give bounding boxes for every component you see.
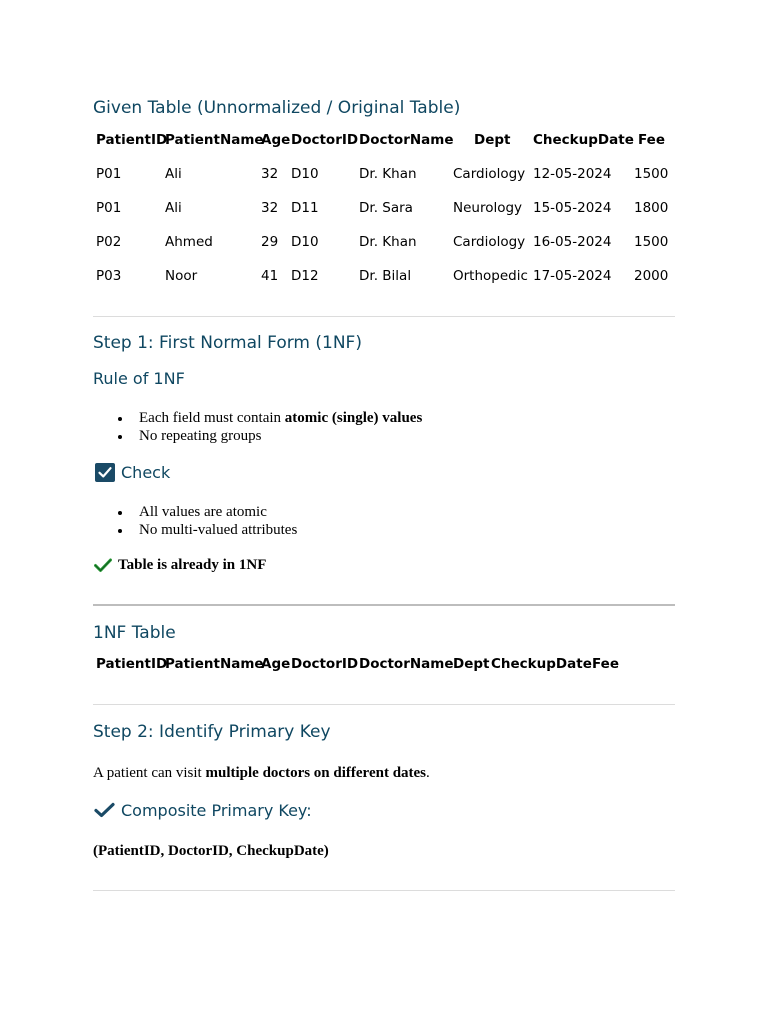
- cell-patientid: P02: [96, 234, 122, 250]
- cell-patientname: Ahmed: [165, 234, 213, 250]
- cell-patientname: Ali: [165, 200, 182, 216]
- header-doctorid: DoctorID: [291, 656, 359, 672]
- sentence-text: A patient can visit: [93, 765, 206, 781]
- nf1-table-title: 1NF Table: [93, 623, 176, 643]
- list-item: [116, 410, 422, 428]
- divider: [93, 704, 675, 705]
- header-patientid: PatientID: [96, 656, 168, 672]
- step2-sentence: [93, 765, 430, 782]
- header-age: Age: [261, 132, 291, 148]
- rule-list: [116, 410, 422, 445]
- header-dept: Dept: [474, 132, 511, 148]
- rule-text: Each field must contain: [139, 410, 285, 426]
- cell-fee: 1500: [634, 166, 669, 182]
- green-check-icon: [94, 558, 112, 573]
- cell-fee: 1500: [634, 234, 669, 250]
- conclusion-text: Table is already in 1NF: [118, 557, 267, 573]
- cell-dept: Cardiology: [453, 166, 526, 182]
- cell-doctorname: Dr. Khan: [359, 166, 417, 182]
- step1-title: Step 1: First Normal Form (1NF): [93, 333, 362, 353]
- header-age: Age: [261, 656, 291, 672]
- cell-fee: 1800: [634, 200, 669, 216]
- divider: [93, 316, 675, 317]
- check-heading: Check: [121, 463, 171, 482]
- cell-patientid: P01: [96, 166, 122, 182]
- cell-doctorname: Dr. Sara: [359, 200, 413, 216]
- list-item: All values are atomic: [116, 504, 297, 522]
- header-patientname: PatientName: [165, 132, 264, 148]
- check-list: [116, 504, 297, 539]
- composite-key-value: (PatientID, DoctorID, CheckupDate): [93, 843, 329, 859]
- cell-patientname: Ali: [165, 166, 182, 182]
- composite-key-heading: Composite Primary Key:: [121, 801, 312, 820]
- cell-fee: 2000: [634, 268, 669, 284]
- cell-age: 41: [261, 268, 279, 284]
- cell-dept: Cardiology: [453, 234, 526, 250]
- cell-checkupdate: 15-05-2024: [533, 200, 612, 216]
- cell-age: 32: [261, 166, 279, 182]
- header-patientname: PatientName: [165, 656, 264, 672]
- header-checkupdate: CheckupDate: [491, 656, 592, 672]
- header-checkupdate: CheckupDate: [533, 132, 634, 148]
- cell-doctorid: D12: [291, 268, 319, 284]
- sentence-emphasis: multiple doctors on different dates: [205, 765, 427, 781]
- cell-checkupdate: 17-05-2024: [533, 268, 612, 284]
- step2-title: Step 2: Identify Primary Key: [93, 722, 331, 742]
- check-icon: [94, 802, 115, 818]
- cell-checkupdate: 12-05-2024: [533, 166, 612, 182]
- list-item: No multi-valued attributes: [116, 522, 297, 540]
- cell-checkupdate: 16-05-2024: [533, 234, 612, 250]
- cell-age: 29: [261, 234, 279, 250]
- cell-patientid: P01: [96, 200, 122, 216]
- cell-dept: Orthopedic: [453, 268, 528, 284]
- divider: [93, 604, 675, 606]
- cell-doctorid: D10: [291, 166, 319, 182]
- header-dept: Dept: [453, 656, 490, 672]
- cell-patientname: Noor: [165, 268, 198, 284]
- header-doctorname: DoctorName: [359, 656, 454, 672]
- header-patientid: PatientID: [96, 132, 168, 148]
- sentence-end: .: [426, 765, 430, 781]
- rule-emphasis: atomic (single) values: [284, 410, 423, 426]
- cell-doctorname: Dr. Bilal: [359, 268, 412, 284]
- header-doctorid: DoctorID: [291, 132, 359, 148]
- cell-patientid: P03: [96, 268, 122, 284]
- header-fee: Fee: [592, 656, 619, 672]
- cell-doctorid: D10: [291, 234, 319, 250]
- cell-dept: Neurology: [453, 200, 523, 216]
- cell-doctorname: Dr. Khan: [359, 234, 417, 250]
- header-fee: Fee: [638, 132, 665, 148]
- list-item: No repeating groups: [116, 428, 422, 446]
- cell-age: 32: [261, 200, 279, 216]
- header-doctorname: DoctorName: [359, 132, 454, 148]
- rule-heading: Rule of 1NF: [93, 369, 185, 388]
- check-box-icon: [95, 463, 115, 482]
- divider: [93, 890, 675, 891]
- cell-doctorid: D11: [291, 200, 319, 216]
- section-title-given: Given Table (Unnormalized / Original Table): [93, 98, 461, 118]
